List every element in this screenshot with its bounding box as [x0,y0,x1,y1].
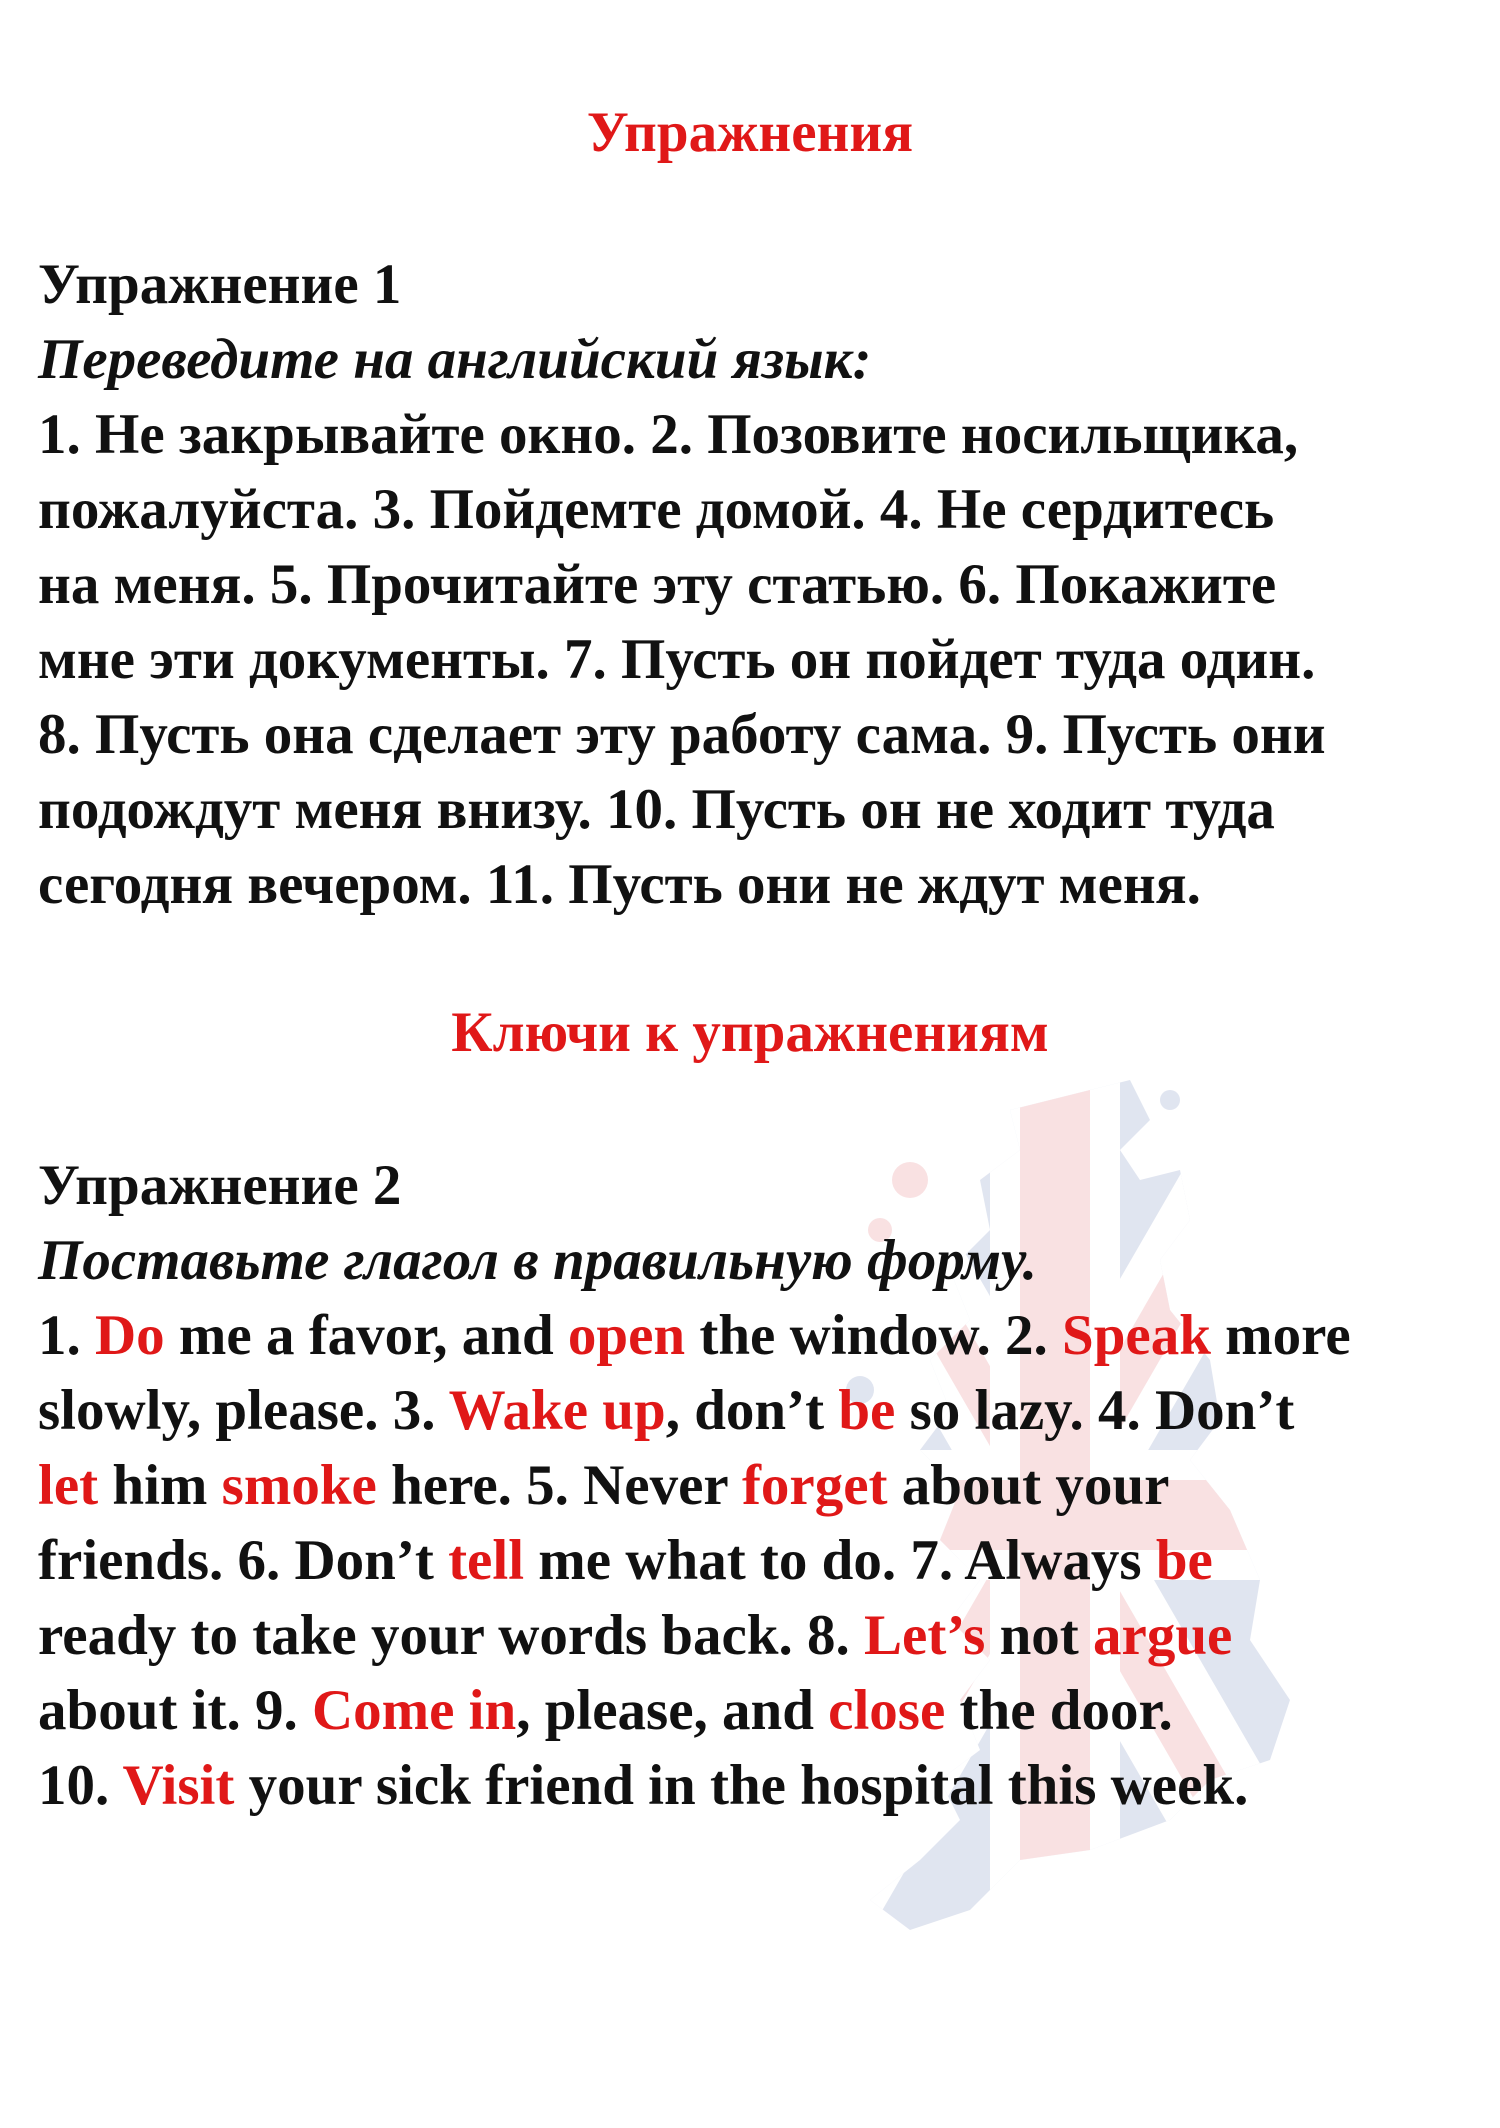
answer-verb: Speak [1062,1304,1211,1367]
answer-text: me a favor, and [164,1304,568,1367]
answer-text: your sick friend in the hospital this week. [234,1754,1249,1817]
exercise-2-instruction: Поставьте глагол в правильную форму. [38,1229,1037,1292]
answer-text: slowly, please. 3. [38,1379,449,1442]
answer-text: the door. [945,1679,1173,1742]
exercise-1-line: пожалуйста. 3. Пойдемте домой. 4. Не сердитесь [38,478,1275,541]
answer-text: , please, and [516,1679,829,1742]
answer-text: 1. [38,1304,95,1367]
answer-verb: Come in [311,1679,517,1742]
exercise-1-line: сегодня вечером. 11. Пусть они не ждут меня. [38,853,1201,916]
answer-verb: be [838,1379,896,1442]
answer-text: about your [887,1454,1170,1517]
answer-text: not [985,1604,1094,1667]
answer-verb: tell [448,1529,525,1592]
answer-text: me what to do. 7. Always [524,1529,1156,1592]
answer-text: , don’t [665,1379,839,1442]
answer-verb: smoke [221,1454,377,1517]
answer-verb: forget [741,1454,888,1517]
exercise-1-line: 1. Не закрывайте окно. 2. Позовите носильщика, [38,403,1299,466]
exercise-2-answer-line [38,1598,1478,1673]
exercise-2 [38,1148,1478,1823]
answer-verb: Let’s [864,1604,986,1667]
page-title: Упражнения [586,101,914,164]
answer-text: here. 5. Never [376,1454,742,1517]
exercise-1-line: на меня. 5. Прочитайте эту статью. 6. Покажите [38,553,1277,616]
answer-verb: Wake up [448,1379,666,1442]
answer-verb: open [567,1304,686,1367]
exercise-2-answer-line [38,1523,1478,1598]
answer-text: the window. 2. [685,1304,1063,1367]
keys-title: Ключи к упражнениям [451,1001,1049,1064]
answer-text: so lazy. 4. Don’t [895,1379,1295,1442]
exercise-2-answer-line [38,1373,1478,1448]
answer-text: friends. 6. Don’t [38,1529,449,1592]
answer-verb: Do [95,1304,165,1367]
answer-text: ready to take your words back. 8. [38,1604,864,1667]
answer-text: 10. [38,1754,123,1817]
exercise-2-answer-line [38,1298,1478,1373]
exercise-1-title: Упражнение 1 [38,253,402,316]
answer-verb: Visit [122,1754,235,1817]
answer-text: more [1210,1304,1351,1367]
answer-text: about it. 9. [38,1679,312,1742]
answer-verb: argue [1093,1604,1233,1667]
exercise-1-line: подождут меня внизу. 10. Пусть он не ходит туда [38,778,1275,841]
answer-text: him [98,1454,222,1517]
exercise-2-answers [38,1298,1478,1823]
exercise-2-title: Упражнение 2 [38,1154,402,1217]
exercise-2-answer-line [38,1748,1478,1823]
exercise-1-line: 8. Пусть она сделает эту работу сама. 9. Пусть они [38,703,1326,766]
exercise-1-line: мне эти документы. 7. Пусть он пойдет туда один. [38,628,1316,691]
exercise-1 [38,247,1478,922]
answer-verb: let [38,1454,99,1517]
exercise-1-instruction: Переведите на английский язык: [38,328,872,391]
exercise-2-answer-line [38,1448,1478,1523]
answer-verb: close [828,1679,946,1742]
exercise-2-answer-line [38,1673,1478,1748]
answer-verb: be [1155,1529,1213,1592]
